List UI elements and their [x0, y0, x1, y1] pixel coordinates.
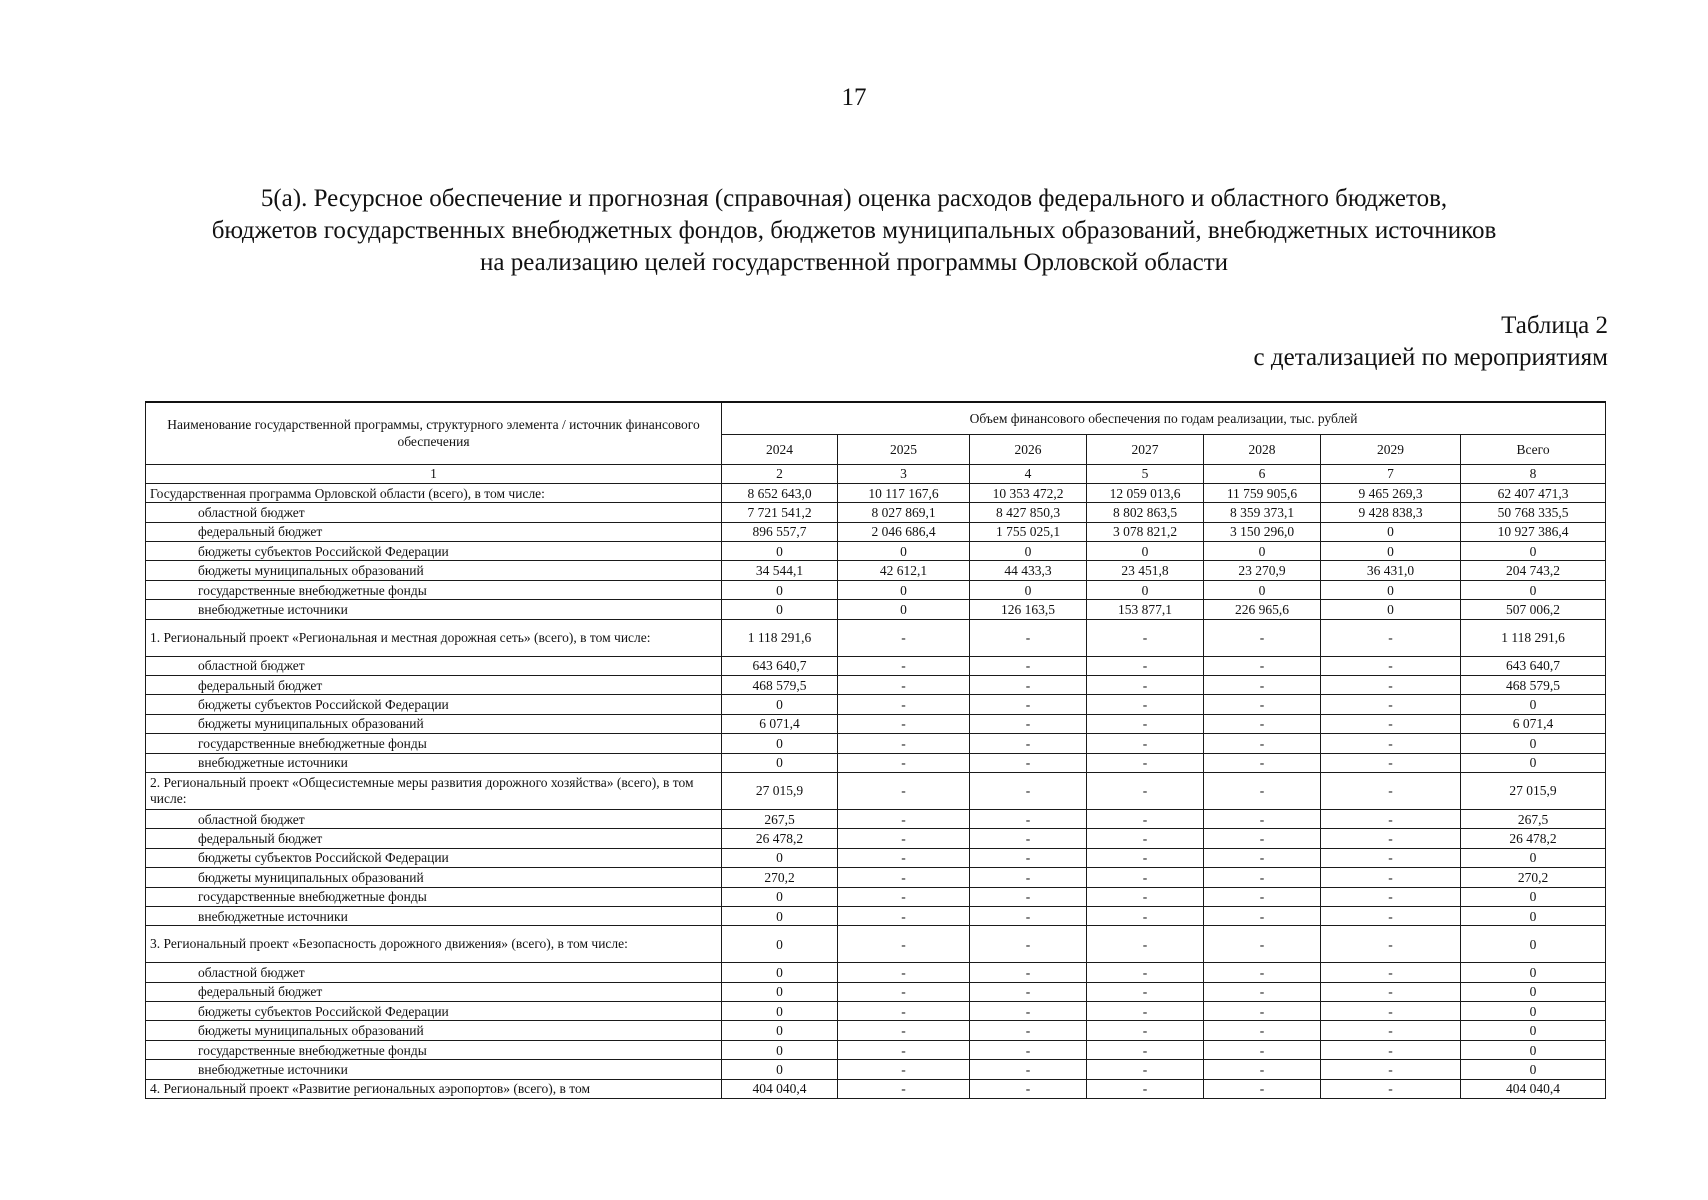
row-year-value: -	[1321, 963, 1461, 982]
row-name: бюджеты муниципальных образований	[146, 561, 722, 580]
row-year-value: -	[970, 1040, 1087, 1059]
row-year-value: 42 612,1	[838, 561, 970, 580]
table-row-source	[146, 1040, 1606, 1059]
row-total-value: 643 640,7	[1461, 656, 1606, 675]
row-year-value: 1 118 291,6	[722, 619, 838, 656]
row-name: федеральный бюджет	[146, 522, 722, 541]
row-year-value: -	[1204, 809, 1321, 828]
row-year-value: 3 150 296,0	[1204, 522, 1321, 541]
table-row-section	[146, 926, 1606, 963]
row-year-value: 0	[1321, 600, 1461, 619]
row-year-value: -	[1204, 963, 1321, 982]
column-number: 1	[146, 464, 722, 483]
row-year-value: -	[1087, 714, 1204, 733]
row-year-value: 468 579,5	[722, 676, 838, 695]
row-year-value: -	[838, 772, 970, 809]
row-total-value: 6 071,4	[1461, 714, 1606, 733]
row-year-value: -	[1204, 1021, 1321, 1040]
row-name: внебюджетные источники	[146, 753, 722, 772]
row-total-value: 0	[1461, 1060, 1606, 1079]
row-year-value: 23 270,9	[1204, 561, 1321, 580]
row-year-value: -	[838, 926, 970, 963]
column-number: 7	[1321, 464, 1461, 483]
row-year-value: 10 353 472,2	[970, 483, 1087, 502]
row-year-value: -	[1321, 829, 1461, 848]
column-number: 8	[1461, 464, 1606, 483]
table-body	[146, 464, 1606, 1099]
heading-line-3: на реализацию целей государственной программы Орловской области	[480, 249, 1228, 276]
row-year-value: 0	[722, 542, 838, 561]
row-name: государственные внебюджетные фонды	[146, 1040, 722, 1059]
row-name: бюджеты муниципальных образований	[146, 714, 722, 733]
row-year-value: -	[1204, 656, 1321, 675]
row-total-value: 50 768 335,5	[1461, 503, 1606, 522]
row-year-value: -	[1321, 982, 1461, 1001]
table-row-source	[146, 887, 1606, 906]
table-row-source	[146, 982, 1606, 1001]
row-year-value: 12 059 013,6	[1087, 483, 1204, 502]
row-total-value: 62 407 471,3	[1461, 483, 1606, 502]
row-year-value: -	[970, 753, 1087, 772]
table-row-source	[146, 503, 1606, 522]
row-year-value: 7 721 541,2	[722, 503, 838, 522]
row-total-value: 468 579,5	[1461, 676, 1606, 695]
row-year-value: -	[1321, 619, 1461, 656]
row-year-value: 10 117 167,6	[838, 483, 970, 502]
row-year-value: 270,2	[722, 868, 838, 887]
row-name: 3. Региональный проект «Безопасность дорожного движения» (всего), в том числе:	[146, 926, 722, 963]
row-year-value: 9 428 838,3	[1321, 503, 1461, 522]
table-sublabel: с детализацией по мероприятиям	[1253, 344, 1608, 371]
row-year-value: 0	[722, 848, 838, 867]
row-year-value: -	[1087, 1040, 1204, 1059]
year-header: 2027	[1087, 434, 1204, 464]
row-year-value: -	[970, 868, 1087, 887]
table-label: Таблица 2	[1501, 312, 1608, 339]
row-year-value: -	[838, 753, 970, 772]
row-year-value: -	[1321, 848, 1461, 867]
row-year-value: 0	[838, 580, 970, 599]
row-total-value: 0	[1461, 695, 1606, 714]
row-year-value: -	[1087, 906, 1204, 925]
row-total-value: 0	[1461, 580, 1606, 599]
row-year-value: -	[1204, 714, 1321, 733]
row-year-value: -	[1204, 695, 1321, 714]
row-year-value: 0	[1321, 580, 1461, 599]
row-year-value: -	[1321, 714, 1461, 733]
row-name: Государственная программа Орловской области (всего), в том числе:	[146, 483, 722, 502]
table-row-source	[146, 1060, 1606, 1079]
table-row-section	[146, 619, 1606, 656]
row-year-value: -	[1321, 868, 1461, 887]
row-name: 1. Региональный проект «Региональная и местная дорожная сеть» (всего), в том числе:	[146, 619, 722, 656]
row-year-value: -	[1321, 1040, 1461, 1059]
row-year-value: 11 759 905,6	[1204, 483, 1321, 502]
row-year-value: -	[838, 1079, 970, 1098]
row-total-value: 0	[1461, 848, 1606, 867]
row-year-value: 0	[722, 1040, 838, 1059]
row-total-value: 27 015,9	[1461, 772, 1606, 809]
row-total-value: 0	[1461, 1002, 1606, 1021]
row-year-value: 896 557,7	[722, 522, 838, 541]
row-year-value: 8 652 643,0	[722, 483, 838, 502]
row-name: внебюджетные источники	[146, 1060, 722, 1079]
row-name: внебюджетные источники	[146, 906, 722, 925]
table-row-source	[146, 809, 1606, 828]
row-year-value: 0	[1087, 542, 1204, 561]
row-year-value: 36 431,0	[1321, 561, 1461, 580]
row-year-value: -	[1087, 656, 1204, 675]
table-row-source	[146, 848, 1606, 867]
row-year-value: 8 027 869,1	[838, 503, 970, 522]
row-year-value: 0	[970, 580, 1087, 599]
row-total-value: 0	[1461, 542, 1606, 561]
row-year-value: -	[1204, 829, 1321, 848]
row-year-value: -	[1087, 963, 1204, 982]
row-name: федеральный бюджет	[146, 982, 722, 1001]
row-year-value: -	[1204, 1060, 1321, 1079]
row-year-value: -	[970, 676, 1087, 695]
row-year-value: -	[1321, 695, 1461, 714]
row-year-value: -	[838, 1060, 970, 1079]
row-year-value: 0	[722, 753, 838, 772]
table-row-source	[146, 1021, 1606, 1040]
row-year-value: -	[1321, 753, 1461, 772]
row-year-value: -	[1087, 982, 1204, 1001]
row-name: областной бюджет	[146, 503, 722, 522]
row-year-value: -	[970, 1002, 1087, 1021]
row-year-value: -	[1321, 1079, 1461, 1098]
row-year-value: 0	[722, 1060, 838, 1079]
page-number: 17	[841, 84, 867, 111]
row-year-value: -	[1204, 906, 1321, 925]
row-year-value: -	[838, 963, 970, 982]
row-year-value: 153 877,1	[1087, 600, 1204, 619]
row-year-value: 23 451,8	[1087, 561, 1204, 580]
row-year-value: -	[838, 695, 970, 714]
row-year-value: -	[1321, 926, 1461, 963]
row-year-value: -	[970, 963, 1087, 982]
row-year-value: 1 755 025,1	[970, 522, 1087, 541]
table-row-source	[146, 656, 1606, 675]
document-heading	[100, 183, 1608, 279]
row-total-value: 270,2	[1461, 868, 1606, 887]
row-year-value: -	[1204, 887, 1321, 906]
row-year-value: -	[970, 772, 1087, 809]
row-year-value: -	[838, 829, 970, 848]
row-year-value: -	[1204, 982, 1321, 1001]
row-year-value: 44 433,3	[970, 561, 1087, 580]
row-total-value: 1 118 291,6	[1461, 619, 1606, 656]
row-name: бюджеты субъектов Российской Федерации	[146, 542, 722, 561]
row-year-value: 0	[1204, 580, 1321, 599]
row-year-value: -	[970, 619, 1087, 656]
table-row-section	[146, 483, 1606, 502]
heading-line-1: 5(а). Ресурсное обеспечение и прогнозная (справочная) оценка расходов федерального и областного бюджетов,	[260, 185, 1448, 212]
row-year-value: -	[970, 848, 1087, 867]
row-year-value: 0	[722, 1021, 838, 1040]
row-year-value: 0	[722, 906, 838, 925]
row-name: бюджеты муниципальных образований	[146, 868, 722, 887]
row-name: федеральный бюджет	[146, 676, 722, 695]
row-year-value: -	[838, 734, 970, 753]
row-year-value: -	[1204, 868, 1321, 887]
row-year-value: -	[1204, 772, 1321, 809]
row-year-value: -	[1087, 676, 1204, 695]
row-year-value: 27 015,9	[722, 772, 838, 809]
column-number: 4	[970, 464, 1087, 483]
row-year-value: -	[1321, 772, 1461, 809]
total-header: Всего	[1461, 434, 1606, 464]
row-year-value: -	[838, 982, 970, 1001]
row-year-value: -	[970, 656, 1087, 675]
row-year-value: -	[1087, 619, 1204, 656]
row-year-value: -	[838, 656, 970, 675]
table-row-source	[146, 676, 1606, 695]
row-year-value: 3 078 821,2	[1087, 522, 1204, 541]
row-year-value: -	[1204, 734, 1321, 753]
row-year-value: 34 544,1	[722, 561, 838, 580]
row-total-value: 204 743,2	[1461, 561, 1606, 580]
row-year-value: -	[838, 1002, 970, 1021]
table-row-source	[146, 963, 1606, 982]
column-number: 5	[1087, 464, 1204, 483]
column-number-row	[146, 464, 1606, 483]
year-header: 2029	[1321, 434, 1461, 464]
row-year-value: 0	[722, 600, 838, 619]
row-name: областной бюджет	[146, 963, 722, 982]
table-row-source	[146, 753, 1606, 772]
row-year-value: -	[838, 887, 970, 906]
year-header: 2026	[970, 434, 1087, 464]
table-row-section	[146, 1079, 1606, 1098]
table-row-source	[146, 580, 1606, 599]
row-year-value: -	[1087, 1060, 1204, 1079]
row-name: областной бюджет	[146, 809, 722, 828]
row-year-value: -	[970, 829, 1087, 848]
row-year-value: -	[1321, 734, 1461, 753]
row-year-value: -	[1204, 1002, 1321, 1021]
row-year-value: -	[1087, 1021, 1204, 1040]
row-year-value: -	[1321, 887, 1461, 906]
row-year-value: -	[1321, 1060, 1461, 1079]
year-header: 2025	[838, 434, 970, 464]
row-total-value: 0	[1461, 753, 1606, 772]
row-year-value: -	[838, 619, 970, 656]
row-year-value: -	[970, 1060, 1087, 1079]
row-total-value: 0	[1461, 906, 1606, 925]
row-year-value: 6 071,4	[722, 714, 838, 733]
row-year-value: -	[970, 906, 1087, 925]
row-year-value: 8 359 373,1	[1204, 503, 1321, 522]
year-header: 2028	[1204, 434, 1321, 464]
row-year-value: 0	[722, 734, 838, 753]
row-year-value: -	[970, 1079, 1087, 1098]
row-year-value: -	[1321, 1021, 1461, 1040]
row-total-value: 267,5	[1461, 809, 1606, 828]
row-year-value: 0	[1321, 522, 1461, 541]
row-year-value: -	[970, 887, 1087, 906]
row-year-value: 0	[970, 542, 1087, 561]
row-year-value: 26 478,2	[722, 829, 838, 848]
row-year-value: -	[1087, 848, 1204, 867]
row-year-value: 0	[722, 982, 838, 1001]
row-year-value: 0	[722, 1002, 838, 1021]
row-total-value: 0	[1461, 887, 1606, 906]
row-name: бюджеты субъектов Российской Федерации	[146, 695, 722, 714]
row-year-value: 8 427 850,3	[970, 503, 1087, 522]
row-year-value: -	[970, 695, 1087, 714]
table-row-source	[146, 695, 1606, 714]
row-year-value: 0	[722, 963, 838, 982]
row-name: государственные внебюджетные фонды	[146, 734, 722, 753]
row-year-value: -	[1087, 868, 1204, 887]
row-year-value: 643 640,7	[722, 656, 838, 675]
table-row-source	[146, 1002, 1606, 1021]
row-year-value: 0	[1087, 580, 1204, 599]
row-year-value: -	[1321, 656, 1461, 675]
table-row-source	[146, 561, 1606, 580]
row-total-value: 0	[1461, 1040, 1606, 1059]
row-name: государственные внебюджетные фонды	[146, 580, 722, 599]
row-total-value: 26 478,2	[1461, 829, 1606, 848]
row-year-value: -	[1204, 619, 1321, 656]
table-row-source	[146, 906, 1606, 925]
row-year-value: -	[1204, 848, 1321, 867]
row-year-value: -	[838, 1040, 970, 1059]
column-number: 6	[1204, 464, 1321, 483]
name-column-header: Наименование государственной программы, структурного элемента / источник финансового обеспечения	[146, 402, 722, 464]
row-year-value: -	[970, 1021, 1087, 1040]
row-year-value: -	[1204, 753, 1321, 772]
row-total-value: 0	[1461, 963, 1606, 982]
row-year-value: 0	[722, 926, 838, 963]
row-name: внебюджетные источники	[146, 600, 722, 619]
row-year-value: -	[838, 676, 970, 695]
row-year-value: 226 965,6	[1204, 600, 1321, 619]
row-year-value: 0	[722, 887, 838, 906]
row-year-value: -	[1087, 829, 1204, 848]
row-year-value: 0	[722, 695, 838, 714]
row-year-value: -	[970, 982, 1087, 1001]
row-year-value: -	[1087, 734, 1204, 753]
column-number: 2	[722, 464, 838, 483]
row-year-value: -	[970, 926, 1087, 963]
row-total-value: 10 927 386,4	[1461, 522, 1606, 541]
row-year-value: 0	[838, 600, 970, 619]
row-year-value: -	[838, 714, 970, 733]
column-number: 3	[838, 464, 970, 483]
row-year-value: -	[1087, 772, 1204, 809]
row-year-value: -	[1087, 695, 1204, 714]
row-total-value: 404 040,4	[1461, 1079, 1606, 1098]
row-year-value: -	[1321, 676, 1461, 695]
row-year-value: -	[838, 848, 970, 867]
row-year-value: -	[970, 734, 1087, 753]
row-name: бюджеты муниципальных образований	[146, 1021, 722, 1040]
table-row-source	[146, 734, 1606, 753]
row-year-value: -	[1321, 809, 1461, 828]
group-column-header: Объем финансового обеспечения по годам реализации, тыс. рублей	[722, 402, 1606, 434]
row-year-value: -	[1204, 1079, 1321, 1098]
row-year-value: 0	[722, 580, 838, 599]
row-year-value: 404 040,4	[722, 1079, 838, 1098]
table-row-source	[146, 600, 1606, 619]
row-year-value: -	[1087, 887, 1204, 906]
row-name: бюджеты субъектов Российской Федерации	[146, 1002, 722, 1021]
row-total-value: 507 006,2	[1461, 600, 1606, 619]
row-name: областной бюджет	[146, 656, 722, 675]
row-name: федеральный бюджет	[146, 829, 722, 848]
row-year-value: -	[838, 868, 970, 887]
table-row-source	[146, 868, 1606, 887]
table-row-source	[146, 522, 1606, 541]
table-row-section	[146, 772, 1606, 809]
row-year-value: -	[1204, 1040, 1321, 1059]
row-name: государственные внебюджетные фонды	[146, 887, 722, 906]
row-name: 2. Региональный проект «Общесистемные меры развития дорожного хозяйства» (всего), в том числе:	[146, 772, 722, 809]
row-year-value: -	[838, 1021, 970, 1040]
row-year-value: 0	[1321, 542, 1461, 561]
row-year-value: -	[1087, 926, 1204, 963]
row-year-value: -	[838, 809, 970, 828]
row-year-value: -	[970, 714, 1087, 733]
row-total-value: 0	[1461, 926, 1606, 963]
heading-line-2: бюджетов государственных внебюджетных фондов, бюджетов муниципальных образований, внебюджетных источников	[211, 217, 1497, 244]
row-year-value: -	[1204, 676, 1321, 695]
row-year-value: -	[1087, 1079, 1204, 1098]
financing-table	[145, 401, 1606, 1099]
row-year-value: -	[1087, 1002, 1204, 1021]
row-total-value: 0	[1461, 1021, 1606, 1040]
row-year-value: 2 046 686,4	[838, 522, 970, 541]
table-row-source	[146, 714, 1606, 733]
row-year-value: -	[1204, 926, 1321, 963]
row-year-value: 0	[1204, 542, 1321, 561]
row-year-value: 126 163,5	[970, 600, 1087, 619]
row-year-value: 8 802 863,5	[1087, 503, 1204, 522]
row-year-value: 9 465 269,3	[1321, 483, 1461, 502]
row-year-value: -	[838, 906, 970, 925]
row-year-value: -	[1087, 809, 1204, 828]
row-year-value: -	[1321, 906, 1461, 925]
row-year-value: -	[970, 809, 1087, 828]
table-row-source	[146, 829, 1606, 848]
row-year-value: 267,5	[722, 809, 838, 828]
row-year-value: 0	[838, 542, 970, 561]
row-name: 4. Региональный проект «Развитие региональных аэропортов» (всего), в том	[146, 1079, 722, 1098]
row-name: бюджеты субъектов Российской Федерации	[146, 848, 722, 867]
table-row-source	[146, 542, 1606, 561]
row-year-value: -	[1321, 1002, 1461, 1021]
row-total-value: 0	[1461, 734, 1606, 753]
row-year-value: -	[1087, 753, 1204, 772]
row-total-value: 0	[1461, 982, 1606, 1001]
year-header: 2024	[722, 434, 838, 464]
